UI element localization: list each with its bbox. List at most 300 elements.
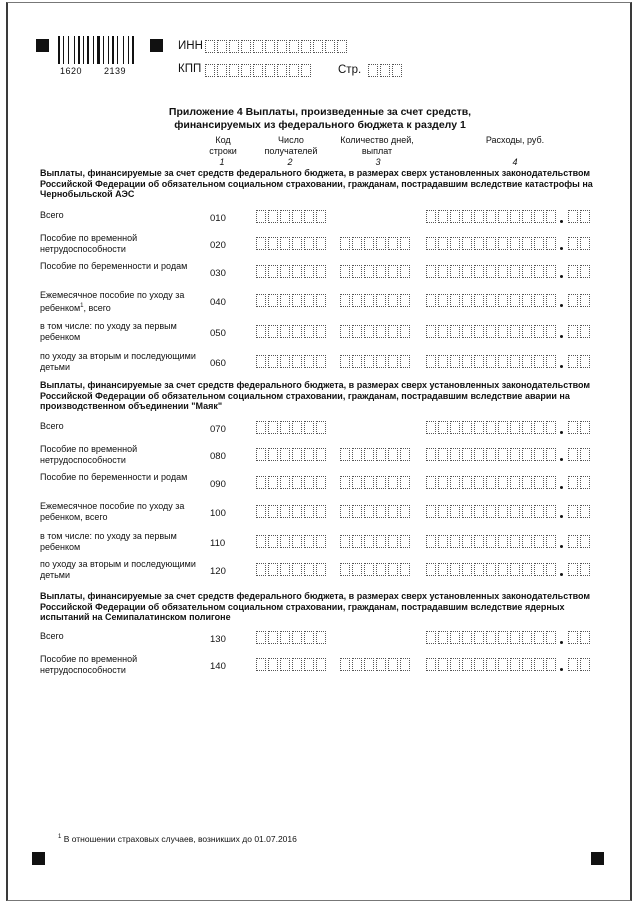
- digit-cell[interactable]: [510, 294, 520, 307]
- digit-cell[interactable]: [546, 448, 556, 461]
- digit-cell[interactable]: [337, 40, 347, 53]
- digit-cell[interactable]: [534, 476, 544, 489]
- digit-cell[interactable]: [534, 421, 544, 434]
- digit-cell[interactable]: [256, 505, 266, 518]
- digit-cell[interactable]: [474, 421, 484, 434]
- digit-cell[interactable]: [289, 64, 299, 77]
- digit-cell[interactable]: [364, 355, 374, 368]
- digit-cell[interactable]: [546, 421, 556, 434]
- digit-cell[interactable]: [462, 237, 472, 250]
- digit-cell[interactable]: [438, 294, 448, 307]
- digit-cell[interactable]: [304, 421, 314, 434]
- recipients-field[interactable]: [256, 237, 328, 250]
- digit-cell[interactable]: [522, 237, 532, 250]
- digit-cell[interactable]: [352, 505, 362, 518]
- digit-cell[interactable]: [546, 265, 556, 278]
- digit-cell[interactable]: [316, 237, 326, 250]
- days-field[interactable]: [340, 476, 412, 489]
- digit-cell[interactable]: [376, 355, 386, 368]
- expenses-rubles-field[interactable]: [426, 658, 558, 671]
- recipients-field[interactable]: [256, 658, 328, 671]
- digit-cell[interactable]: [376, 325, 386, 338]
- digit-cell[interactable]: [486, 631, 496, 644]
- expenses-kopecks-field[interactable]: [568, 476, 592, 489]
- digit-cell[interactable]: [546, 476, 556, 489]
- digit-cell[interactable]: [280, 535, 290, 548]
- digit-cell[interactable]: [388, 237, 398, 250]
- digit-cell[interactable]: [265, 40, 275, 53]
- digit-cell[interactable]: [546, 631, 556, 644]
- digit-cell[interactable]: [486, 355, 496, 368]
- digit-cell[interactable]: [304, 505, 314, 518]
- digit-cell[interactable]: [486, 421, 496, 434]
- digit-cell[interactable]: [304, 210, 314, 223]
- digit-cell[interactable]: [364, 505, 374, 518]
- digit-cell[interactable]: [304, 237, 314, 250]
- digit-cell[interactable]: [304, 631, 314, 644]
- digit-cell[interactable]: [510, 563, 520, 576]
- digit-cell[interactable]: [450, 631, 460, 644]
- digit-cell[interactable]: [352, 294, 362, 307]
- digit-cell[interactable]: [426, 421, 436, 434]
- digit-cell[interactable]: [340, 535, 350, 548]
- digit-cell[interactable]: [364, 535, 374, 548]
- digit-cell[interactable]: [292, 210, 302, 223]
- digit-cell[interactable]: [522, 505, 532, 518]
- digit-cell[interactable]: [364, 658, 374, 671]
- digit-cell[interactable]: [568, 325, 578, 338]
- digit-cell[interactable]: [462, 476, 472, 489]
- digit-cell[interactable]: [426, 210, 436, 223]
- digit-cell[interactable]: [400, 325, 410, 338]
- digit-cell[interactable]: [292, 476, 302, 489]
- digit-cell[interactable]: [316, 210, 326, 223]
- digit-cell[interactable]: [568, 505, 578, 518]
- digit-cell[interactable]: [205, 64, 215, 77]
- digit-cell[interactable]: [368, 64, 378, 77]
- digit-cell[interactable]: [229, 40, 239, 53]
- digit-cell[interactable]: [388, 355, 398, 368]
- digit-cell[interactable]: [474, 563, 484, 576]
- digit-cell[interactable]: [292, 535, 302, 548]
- expenses-kopecks-field[interactable]: [568, 355, 592, 368]
- expenses-rubles-field[interactable]: [426, 325, 558, 338]
- digit-cell[interactable]: [388, 505, 398, 518]
- digit-cell[interactable]: [364, 325, 374, 338]
- digit-cell[interactable]: [304, 265, 314, 278]
- digit-cell[interactable]: [364, 448, 374, 461]
- digit-cell[interactable]: [498, 210, 508, 223]
- expenses-rubles-field[interactable]: [426, 563, 558, 576]
- digit-cell[interactable]: [580, 294, 590, 307]
- digit-cell[interactable]: [289, 40, 299, 53]
- digit-cell[interactable]: [450, 237, 460, 250]
- digit-cell[interactable]: [253, 40, 263, 53]
- digit-cell[interactable]: [304, 294, 314, 307]
- digit-cell[interactable]: [534, 448, 544, 461]
- digit-cell[interactable]: [462, 421, 472, 434]
- digit-cell[interactable]: [316, 535, 326, 548]
- digit-cell[interactable]: [450, 658, 460, 671]
- digit-cell[interactable]: [462, 355, 472, 368]
- digit-cell[interactable]: [474, 210, 484, 223]
- days-field[interactable]: [340, 355, 412, 368]
- digit-cell[interactable]: [462, 265, 472, 278]
- recipients-field[interactable]: [256, 631, 328, 644]
- digit-cell[interactable]: [426, 563, 436, 576]
- digit-cell[interactable]: [292, 237, 302, 250]
- recipients-field[interactable]: [256, 421, 328, 434]
- digit-cell[interactable]: [486, 265, 496, 278]
- digit-cell[interactable]: [316, 658, 326, 671]
- kpp-field[interactable]: [205, 64, 313, 77]
- digit-cell[interactable]: [268, 421, 278, 434]
- digit-cell[interactable]: [400, 535, 410, 548]
- digit-cell[interactable]: [510, 448, 520, 461]
- digit-cell[interactable]: [580, 631, 590, 644]
- digit-cell[interactable]: [450, 505, 460, 518]
- digit-cell[interactable]: [438, 355, 448, 368]
- digit-cell[interactable]: [568, 476, 578, 489]
- digit-cell[interactable]: [498, 658, 508, 671]
- expenses-rubles-field[interactable]: [426, 505, 558, 518]
- digit-cell[interactable]: [498, 355, 508, 368]
- digit-cell[interactable]: [474, 631, 484, 644]
- digit-cell[interactable]: [450, 535, 460, 548]
- digit-cell[interactable]: [280, 631, 290, 644]
- digit-cell[interactable]: [265, 64, 275, 77]
- digit-cell[interactable]: [292, 631, 302, 644]
- digit-cell[interactable]: [301, 64, 311, 77]
- digit-cell[interactable]: [316, 476, 326, 489]
- digit-cell[interactable]: [510, 505, 520, 518]
- digit-cell[interactable]: [426, 265, 436, 278]
- days-field[interactable]: [340, 563, 412, 576]
- recipients-field[interactable]: [256, 476, 328, 489]
- digit-cell[interactable]: [292, 448, 302, 461]
- digit-cell[interactable]: [268, 505, 278, 518]
- digit-cell[interactable]: [280, 421, 290, 434]
- digit-cell[interactable]: [486, 505, 496, 518]
- digit-cell[interactable]: [534, 505, 544, 518]
- digit-cell[interactable]: [256, 294, 266, 307]
- digit-cell[interactable]: [450, 448, 460, 461]
- recipients-field[interactable]: [256, 355, 328, 368]
- days-field[interactable]: [340, 448, 412, 461]
- digit-cell[interactable]: [450, 355, 460, 368]
- digit-cell[interactable]: [546, 237, 556, 250]
- digit-cell[interactable]: [426, 631, 436, 644]
- digit-cell[interactable]: [498, 448, 508, 461]
- digit-cell[interactable]: [376, 535, 386, 548]
- expenses-rubles-field[interactable]: [426, 265, 558, 278]
- digit-cell[interactable]: [522, 476, 532, 489]
- expenses-kopecks-field[interactable]: [568, 448, 592, 461]
- digit-cell[interactable]: [498, 535, 508, 548]
- digit-cell[interactable]: [256, 325, 266, 338]
- digit-cell[interactable]: [340, 448, 350, 461]
- digit-cell[interactable]: [450, 294, 460, 307]
- expenses-rubles-field[interactable]: [426, 294, 558, 307]
- recipients-field[interactable]: [256, 265, 328, 278]
- digit-cell[interactable]: [580, 210, 590, 223]
- digit-cell[interactable]: [304, 658, 314, 671]
- digit-cell[interactable]: [568, 448, 578, 461]
- digit-cell[interactable]: [268, 658, 278, 671]
- digit-cell[interactable]: [438, 658, 448, 671]
- digit-cell[interactable]: [400, 355, 410, 368]
- digit-cell[interactable]: [534, 631, 544, 644]
- digit-cell[interactable]: [580, 658, 590, 671]
- digit-cell[interactable]: [256, 237, 266, 250]
- page-field[interactable]: [368, 64, 404, 77]
- digit-cell[interactable]: [498, 325, 508, 338]
- digit-cell[interactable]: [316, 563, 326, 576]
- digit-cell[interactable]: [534, 658, 544, 671]
- digit-cell[interactable]: [388, 658, 398, 671]
- digit-cell[interactable]: [438, 325, 448, 338]
- digit-cell[interactable]: [256, 448, 266, 461]
- digit-cell[interactable]: [450, 210, 460, 223]
- digit-cell[interactable]: [292, 265, 302, 278]
- digit-cell[interactable]: [438, 237, 448, 250]
- digit-cell[interactable]: [474, 325, 484, 338]
- digit-cell[interactable]: [426, 355, 436, 368]
- digit-cell[interactable]: [522, 563, 532, 576]
- digit-cell[interactable]: [376, 563, 386, 576]
- recipients-field[interactable]: [256, 294, 328, 307]
- digit-cell[interactable]: [205, 40, 215, 53]
- recipients-field[interactable]: [256, 535, 328, 548]
- digit-cell[interactable]: [534, 265, 544, 278]
- digit-cell[interactable]: [256, 265, 266, 278]
- digit-cell[interactable]: [486, 448, 496, 461]
- digit-cell[interactable]: [474, 476, 484, 489]
- expenses-kopecks-field[interactable]: [568, 563, 592, 576]
- expenses-kopecks-field[interactable]: [568, 325, 592, 338]
- digit-cell[interactable]: [400, 658, 410, 671]
- digit-cell[interactable]: [438, 210, 448, 223]
- digit-cell[interactable]: [568, 563, 578, 576]
- expenses-kopecks-field[interactable]: [568, 265, 592, 278]
- digit-cell[interactable]: [510, 355, 520, 368]
- expenses-rubles-field[interactable]: [426, 237, 558, 250]
- digit-cell[interactable]: [450, 265, 460, 278]
- digit-cell[interactable]: [376, 476, 386, 489]
- recipients-field[interactable]: [256, 210, 328, 223]
- digit-cell[interactable]: [268, 355, 278, 368]
- digit-cell[interactable]: [340, 355, 350, 368]
- digit-cell[interactable]: [304, 355, 314, 368]
- digit-cell[interactable]: [256, 421, 266, 434]
- digit-cell[interactable]: [486, 658, 496, 671]
- digit-cell[interactable]: [580, 563, 590, 576]
- digit-cell[interactable]: [292, 355, 302, 368]
- digit-cell[interactable]: [304, 325, 314, 338]
- digit-cell[interactable]: [486, 535, 496, 548]
- digit-cell[interactable]: [510, 535, 520, 548]
- digit-cell[interactable]: [280, 355, 290, 368]
- digit-cell[interactable]: [510, 476, 520, 489]
- days-field[interactable]: [340, 294, 412, 307]
- expenses-rubles-field[interactable]: [426, 355, 558, 368]
- digit-cell[interactable]: [364, 265, 374, 278]
- digit-cell[interactable]: [462, 325, 472, 338]
- digit-cell[interactable]: [352, 476, 362, 489]
- digit-cell[interactable]: [498, 265, 508, 278]
- digit-cell[interactable]: [546, 325, 556, 338]
- digit-cell[interactable]: [256, 535, 266, 548]
- digit-cell[interactable]: [474, 265, 484, 278]
- digit-cell[interactable]: [546, 535, 556, 548]
- digit-cell[interactable]: [546, 563, 556, 576]
- digit-cell[interactable]: [376, 448, 386, 461]
- digit-cell[interactable]: [450, 421, 460, 434]
- digit-cell[interactable]: [376, 658, 386, 671]
- digit-cell[interactable]: [268, 448, 278, 461]
- digit-cell[interactable]: [474, 658, 484, 671]
- digit-cell[interactable]: [474, 237, 484, 250]
- digit-cell[interactable]: [498, 476, 508, 489]
- digit-cell[interactable]: [510, 237, 520, 250]
- digit-cell[interactable]: [256, 631, 266, 644]
- digit-cell[interactable]: [522, 448, 532, 461]
- digit-cell[interactable]: [522, 325, 532, 338]
- digit-cell[interactable]: [474, 294, 484, 307]
- recipients-field[interactable]: [256, 505, 328, 518]
- digit-cell[interactable]: [546, 505, 556, 518]
- digit-cell[interactable]: [426, 476, 436, 489]
- digit-cell[interactable]: [426, 448, 436, 461]
- digit-cell[interactable]: [268, 563, 278, 576]
- expenses-kopecks-field[interactable]: [568, 237, 592, 250]
- digit-cell[interactable]: [316, 448, 326, 461]
- digit-cell[interactable]: [292, 505, 302, 518]
- digit-cell[interactable]: [510, 325, 520, 338]
- digit-cell[interactable]: [304, 448, 314, 461]
- digit-cell[interactable]: [256, 563, 266, 576]
- days-field[interactable]: [340, 658, 412, 671]
- digit-cell[interactable]: [280, 505, 290, 518]
- digit-cell[interactable]: [217, 40, 227, 53]
- digit-cell[interactable]: [340, 658, 350, 671]
- digit-cell[interactable]: [256, 658, 266, 671]
- inn-field[interactable]: [205, 40, 349, 53]
- digit-cell[interactable]: [268, 476, 278, 489]
- digit-cell[interactable]: [522, 421, 532, 434]
- digit-cell[interactable]: [364, 563, 374, 576]
- digit-cell[interactable]: [352, 535, 362, 548]
- digit-cell[interactable]: [256, 355, 266, 368]
- digit-cell[interactable]: [316, 505, 326, 518]
- digit-cell[interactable]: [400, 476, 410, 489]
- digit-cell[interactable]: [340, 505, 350, 518]
- digit-cell[interactable]: [568, 294, 578, 307]
- digit-cell[interactable]: [462, 448, 472, 461]
- digit-cell[interactable]: [340, 294, 350, 307]
- digit-cell[interactable]: [316, 265, 326, 278]
- digit-cell[interactable]: [229, 64, 239, 77]
- digit-cell[interactable]: [462, 563, 472, 576]
- digit-cell[interactable]: [580, 448, 590, 461]
- digit-cell[interactable]: [546, 658, 556, 671]
- digit-cell[interactable]: [304, 563, 314, 576]
- expenses-rubles-field[interactable]: [426, 210, 558, 223]
- digit-cell[interactable]: [486, 325, 496, 338]
- digit-cell[interactable]: [316, 355, 326, 368]
- digit-cell[interactable]: [498, 563, 508, 576]
- digit-cell[interactable]: [510, 631, 520, 644]
- digit-cell[interactable]: [340, 237, 350, 250]
- digit-cell[interactable]: [292, 421, 302, 434]
- digit-cell[interactable]: [400, 294, 410, 307]
- digit-cell[interactable]: [352, 658, 362, 671]
- days-field[interactable]: [340, 325, 412, 338]
- digit-cell[interactable]: [580, 535, 590, 548]
- digit-cell[interactable]: [534, 237, 544, 250]
- digit-cell[interactable]: [388, 265, 398, 278]
- digit-cell[interactable]: [486, 476, 496, 489]
- expenses-kopecks-field[interactable]: [568, 658, 592, 671]
- digit-cell[interactable]: [400, 563, 410, 576]
- digit-cell[interactable]: [316, 294, 326, 307]
- digit-cell[interactable]: [462, 210, 472, 223]
- digit-cell[interactable]: [256, 476, 266, 489]
- digit-cell[interactable]: [352, 237, 362, 250]
- digit-cell[interactable]: [486, 210, 496, 223]
- days-field[interactable]: [340, 505, 412, 518]
- digit-cell[interactable]: [580, 237, 590, 250]
- days-field[interactable]: [340, 237, 412, 250]
- digit-cell[interactable]: [426, 325, 436, 338]
- recipients-field[interactable]: [256, 325, 328, 338]
- digit-cell[interactable]: [352, 265, 362, 278]
- digit-cell[interactable]: [522, 658, 532, 671]
- expenses-rubles-field[interactable]: [426, 421, 558, 434]
- digit-cell[interactable]: [498, 421, 508, 434]
- digit-cell[interactable]: [438, 535, 448, 548]
- digit-cell[interactable]: [280, 265, 290, 278]
- digit-cell[interactable]: [438, 421, 448, 434]
- digit-cell[interactable]: [352, 448, 362, 461]
- digit-cell[interactable]: [546, 294, 556, 307]
- expenses-kopecks-field[interactable]: [568, 210, 592, 223]
- digit-cell[interactable]: [450, 563, 460, 576]
- digit-cell[interactable]: [426, 505, 436, 518]
- digit-cell[interactable]: [241, 40, 251, 53]
- digit-cell[interactable]: [280, 476, 290, 489]
- digit-cell[interactable]: [546, 210, 556, 223]
- digit-cell[interactable]: [316, 631, 326, 644]
- digit-cell[interactable]: [388, 476, 398, 489]
- expenses-kopecks-field[interactable]: [568, 421, 592, 434]
- digit-cell[interactable]: [268, 535, 278, 548]
- digit-cell[interactable]: [568, 210, 578, 223]
- digit-cell[interactable]: [498, 505, 508, 518]
- digit-cell[interactable]: [340, 325, 350, 338]
- digit-cell[interactable]: [474, 505, 484, 518]
- digit-cell[interactable]: [522, 631, 532, 644]
- digit-cell[interactable]: [450, 325, 460, 338]
- days-field[interactable]: [340, 265, 412, 278]
- digit-cell[interactable]: [474, 355, 484, 368]
- digit-cell[interactable]: [256, 210, 266, 223]
- digit-cell[interactable]: [498, 237, 508, 250]
- digit-cell[interactable]: [388, 563, 398, 576]
- expenses-rubles-field[interactable]: [426, 535, 558, 548]
- digit-cell[interactable]: [580, 476, 590, 489]
- digit-cell[interactable]: [241, 64, 251, 77]
